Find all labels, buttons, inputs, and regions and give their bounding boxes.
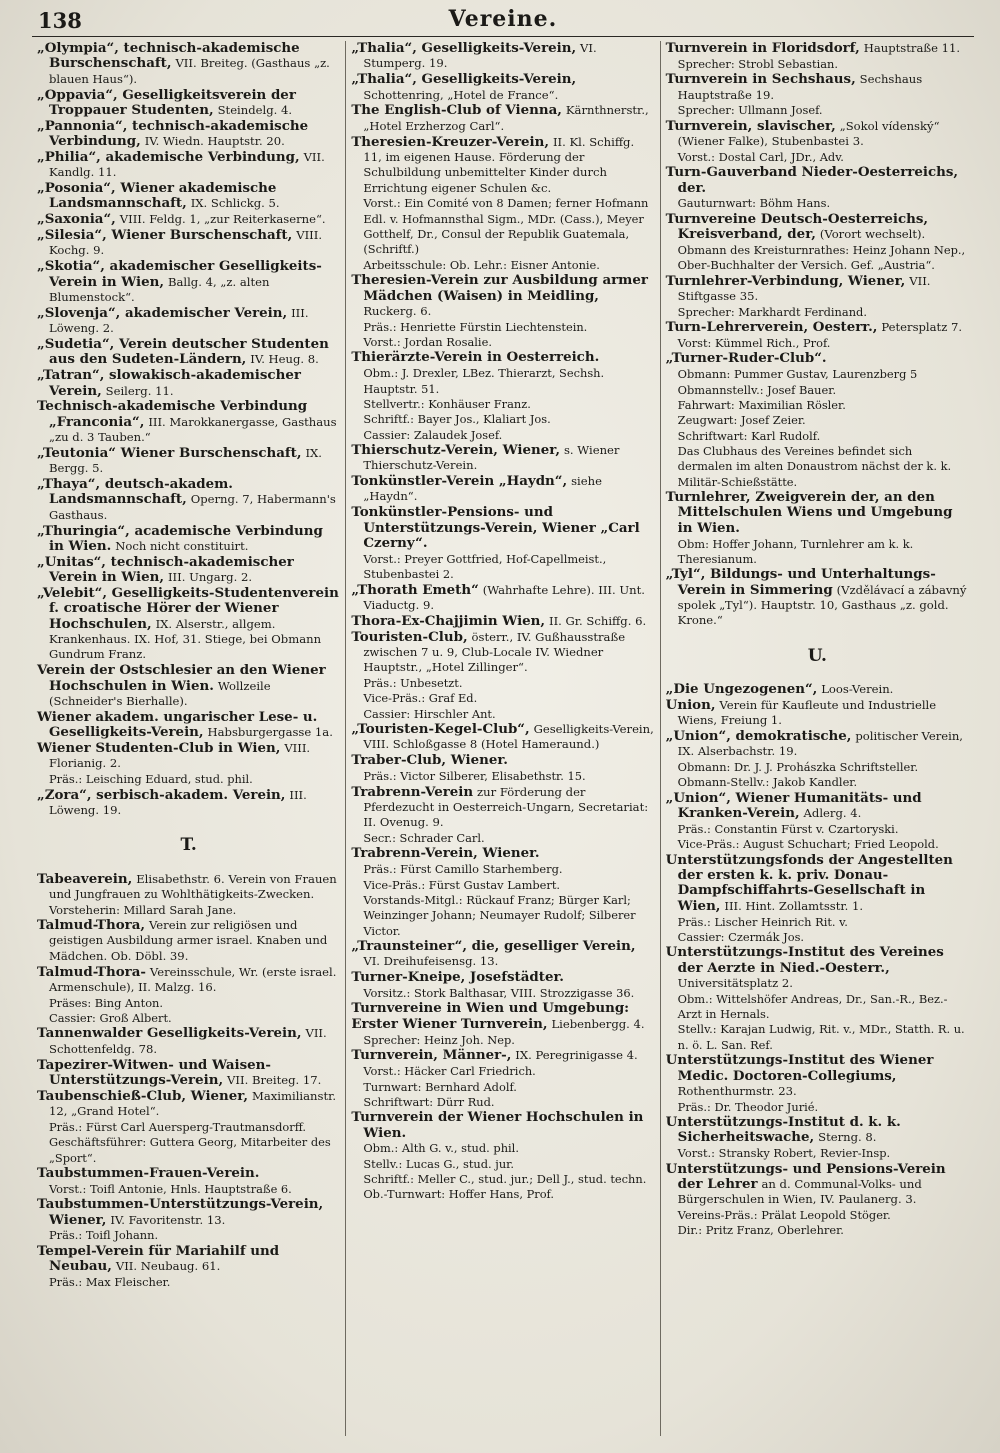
entry-name: Tabeaverein, [37,870,133,887]
directory-entry [37,1058,340,1089]
entry-detail: Secr.: Schrader Carl. [363,831,485,846]
entry-detail: Sprecher: Markhardt Ferdinand. [677,304,867,319]
entry-name: Turner-Kneipe, Josefstädter. [351,969,564,986]
directory-entry [37,150,340,181]
directory-entry [666,945,969,991]
entry-address: Elisabethstr. 6. Verein von Frauen und Jungfrauen zu Wohlthätigkeits-Zwecken. [49,871,337,901]
entry-detail: Stellv.: Lucas G., stud. jur. [363,1156,514,1171]
entry-name: Verein der Ostschlesier an den Wiener Hochschulen in Wien. [37,662,326,694]
directory-entry [351,1048,654,1063]
entry-address: IV. Favoritenstr. 13. [110,1212,226,1227]
entry-detail: Präs.: Unbesetzt. [363,676,463,691]
entry-address: IV. Wiedn. Hauptstr. 20. [144,134,285,149]
directory-entry [37,181,340,212]
entry-address: VII. Schottenfeldg. 78. [49,1026,327,1056]
entry-list [37,872,340,1291]
entry-name: „Silesia“, Wiener Burschenschaft, [37,227,293,244]
entry-name: Thierärzte-Verein in Oesterreich. [351,349,600,366]
entry-detail: Stellvertr.: Konhäuser Franz. [363,396,531,411]
directory-entry [666,119,969,150]
directory-entry [37,741,340,772]
entry-detail: Präses: Bing Anton. [49,995,164,1010]
entry-address: Habsburgergasse 1a. [207,725,333,740]
entry-name: Theresien-Kreuzer-Verein, [351,133,550,150]
entry-name: Turnverein, slavischer, [665,117,836,134]
entry-name: „Slovenja“, akademischer Verein, [37,304,288,321]
entry-detail: Turnwart: Bernhard Adolf. [363,1079,517,1094]
entry-name: „Thuringia“, academische Verbindung in Wien. [37,522,323,554]
entry-detail: Präs.: Lischer Heinrich Rit. v. [677,914,848,929]
entry-name: Trabrenn-Verein [351,783,474,800]
entry-name: Turnverein in Floridsdorf, [665,41,860,56]
directory-entry [37,1197,340,1228]
column-middle [345,41,659,1436]
directory-entry [666,567,969,628]
entry-name: Taubstummen-Frauen-Verein. [37,1165,260,1182]
entry-name: „Tyl“, Bildungs- und Unterhaltungs-Verein in Simmering [665,566,936,598]
entry-detail: Präs.: Toifl Johann. [49,1228,159,1243]
entry-detail: Vice-Präs.: August Schuchart; Fried Leopold. [677,837,939,852]
entry-detail: Vorst.: Preyer Gottfried, Hof-Capellmeist., Stubenbastei 2. [363,551,607,582]
entry-address: siehe „Haydn“. [363,474,602,504]
directory-entry [351,41,654,72]
entry-address: Verein zur religiösen und geistigen Ausbildung armer israel. Knaben und Mädchen. Ob. Döbl. 39. [49,918,328,963]
entry-detail: Vice-Präs.: Graf Ed. [363,691,478,706]
entry-name: Taubstummen-Unterstützungs-Verein, Wiener, [37,1196,324,1228]
entry-detail: Sprecher: Heinz Joh. Nep. [363,1033,515,1047]
directory-entry [351,630,654,676]
entry-name: „Traunsteiner“, die, geselliger Verein, [351,937,636,954]
directory-entry [666,351,969,366]
entry-detail: Cassier: Zalaudek Josef. [363,427,503,442]
entry-name: „Velebit“, Geselligkeits-Studentenverein f. croatische Hörer der Wiener Hochschulen, [37,585,339,632]
entry-name: Turn-Gauverband Nieder-Oesterreichs, der. [665,164,959,196]
directory-entry [37,446,340,477]
entry-detail: Vorst.: Stransky Robert, Revier-Insp. [677,1146,891,1161]
column-right [660,41,974,1436]
entry-address: (Vorort wechselt). [819,227,926,242]
entry-address: Hauptstraße 11. [863,41,961,55]
entry-name: „Saxonia“, [37,211,116,228]
entry-name: Touristen-Club, [351,628,468,645]
directory-entry [666,1162,969,1208]
entry-name: Turnverein der Wiener Hochschulen in Wien. [351,1109,644,1141]
entry-address: Vereinsschule, Wr. (erste israel. Armenschule), II. Malzg. 16. [49,964,337,994]
entry-detail: Schriftf.: Meller C., stud. jur.; Dell J., stud. techn. [363,1172,647,1187]
entry-detail: Obm.: Wittelshöfer Andreas, Dr., San.-R., Bez.-Arzt in Hernals. [677,991,948,1022]
entry-name: „Olympia“, technisch-akademische Burschenschaft, [37,41,300,72]
running-head: Vereine. [448,6,558,32]
entry-address: VII. Breiteg. (Gasthaus „z. blauen Haus“). [49,56,330,86]
entry-detail: Cassier: Czermák Jos. [677,929,805,944]
entry-name: Technisch-akademische Verbindung „Franconia“, [37,398,308,430]
entry-detail: Schriftwart: Dürr Rud. [363,1094,495,1109]
directory-entry [666,320,969,335]
entry-detail: Vice-Präs.: Fürst Gustav Lambert. [363,877,561,892]
directory-entry [666,274,969,305]
entry-name: „Teutonia“ Wiener Burschenschaft, [37,444,302,461]
directory-entry [37,1026,340,1057]
entry-address: Ballg. 4, „z. alten Blumenstock“. [49,274,270,304]
entry-name: „Oppavia“, Geselligkeitsverein der Troppauer Studenten, [37,86,296,118]
section-letter-t: T. [180,835,197,856]
entry-list [666,41,969,629]
directory-entry [37,41,340,87]
entry-detail: Vorst.: Ein Comité von 8 Damen; ferner Hofmann Edl. v. Hofmannsthal Sigm., MDr. (Cass.), Meyer Gotthelf, Dr., Consul der Republik Guatemala, (Schriftf.) [363,196,649,257]
entry-address: Schottenring, „Hotel de France“. [363,87,559,102]
entry-name: „Philia“, akademische Verbindung, [37,148,300,165]
entry-detail: Vorst.: Jordan Rosalie. [363,335,492,350]
entry-name: „Thorath Emeth“ [351,581,479,598]
entry-name: „Sudetia“, Verein deutscher Studenten aus den Sudeten-Ländern, [37,336,329,368]
entry-address: Ruckerg. 6. [363,303,432,318]
entry-address: Rothenthurmstr. 23. [677,1083,797,1098]
directory-entry [351,1017,654,1032]
entry-name: „Thalia“, Geselligkeits-Verein, [351,41,577,56]
entry-name: „Posonia“, Wiener akademische Landsmannschaft, [37,180,277,212]
directory-entry [351,722,654,753]
entry-name: Turn-Lehrerverein, Oesterr., [665,319,878,336]
entry-name: Talmud-Thora- [37,963,146,980]
entry-name: Talmud-Thora, [37,917,146,934]
directory-entry [351,970,654,985]
entry-address: an d. Communal-Volks- und Bürgerschulen in Wien, IV. Paulanerg. 3. [677,1176,922,1207]
entry-list [37,41,340,818]
page-header [32,6,974,37]
entry-detail: Obm.: Alth G. v., stud. phil. [363,1141,519,1156]
directory-entry [351,614,654,629]
entry-name: „Skotia“, akademischer Geselligkeits-Verein in Wien, [37,258,322,290]
entry-detail: Obmann-Stellv.: Jakob Kandler. [677,775,858,790]
entry-detail: Schriftwart: Karl Rudolf. [677,428,821,443]
directory-entry [351,350,654,365]
entry-detail: Obmann: Dr. J. J. Prohászka Schriftsteller. [677,760,919,775]
entry-list [666,682,969,1239]
entry-name: „Thaya“, deutsch-akadem. Landsmannschaft, [37,476,233,508]
directory-entry [351,474,654,505]
entry-name: Tannenwalder Geselligkeits-Verein, [37,1025,302,1042]
entry-detail: Sprecher: Ullmann Josef. [677,103,823,118]
entry-address: s. Wiener Thierschutz-Verein. [363,442,620,473]
entry-name: Tapezirer-Witwen- und Waisen-Unterstützungs-Verein, [37,1056,271,1088]
entry-name: Taubenschieß-Club, Wiener, [37,1087,249,1104]
entry-detail: Präs.: Max Fleischer. [49,1274,171,1289]
directory-entry [666,853,969,914]
entry-detail: Dir.: Pritz Franz, Oberlehrer. [677,1223,844,1238]
section-letter-u: U. [807,645,827,666]
directory-entry [351,1001,654,1016]
entry-address: II. Gr. Schiffg. 6. [549,613,647,628]
entry-detail: Gauturnwart: Böhm Hans. [677,196,831,211]
entry-address: Petersplatz 7. [881,320,963,335]
entry-address: IV. Heug. 8. [250,352,319,367]
directory-entry [37,212,340,227]
entry-name: „Touristen-Kegel-Club“, [351,721,530,738]
entry-name: Unterstützungsfonds der Angestellten der ersten k. k. priv. Donau-Dampfschiffahrts-Gesellschaft in Wien, [665,851,953,914]
entry-address: III. Löweng. 2. [49,305,309,336]
entry-detail: Obm.: J. Drexler, LBez. Thierarzt, Sechsh. Hauptstr. 51. [363,366,605,396]
entry-address: VII. Kandlg. 11. [49,149,325,180]
entry-name: Unterstützungs-Institut des Vereines der Aerzte in Nied.-Oesterr., [665,944,944,976]
directory-entry [666,1053,969,1099]
entry-name: Thierschutz-Verein, Wiener, [351,441,561,458]
entry-address: Loos-Verein. [821,681,894,696]
entry-detail: Präs.: Henriette Fürstin Liechtenstein. [363,319,588,334]
directory-entry [666,165,969,196]
entry-address: VII. Stiftgasse 35. [677,273,931,303]
entry-detail: Vorsteherin: Millard Sarah Jane. [49,902,237,917]
entry-detail: Obmann des Kreisturnrathes: Heinz Johann Nep., Ober-Buchhalter der Versich. Gef. „Austria“. [677,242,966,273]
entry-name: Thora-Ex-Chajjimin Wien, [351,612,546,629]
entry-name: Theresien-Verein zur Ausbildung armer Mädchen (Waisen) in Meidling, [351,272,648,304]
entry-address: II. Kl. Schiffg. 11, im eigenen Hause. Förderung der Schulbildung unbemittelter Kinder durch Errichtung eigener Schulen &c. [363,134,635,195]
directory-entry [37,399,340,445]
entry-detail: Cassier: Hirschler Ant. [363,706,496,721]
directory-entry [37,555,340,586]
entry-detail: Das Clubhaus des Vereines befindet sich dermalen im alten Donaustrom nächst der k. k. Militär-Schießstätte. [677,443,952,489]
entry-address: Geselligkeits-Verein, VIII. Schloßgasse 8 (Hotel Hameraund.) [363,722,654,752]
entry-detail: Sprecher: Strobl Sebastian. [677,56,838,71]
directory-entry [37,965,340,996]
directory-entry [351,103,654,134]
entry-address: Operng. 7, Habermann's Gasthaus. [49,492,336,522]
directory-entry [37,119,340,150]
entry-address: Liebenbergg. 4. [551,1017,645,1032]
directory-entry [37,306,340,337]
entry-address: VI. Stumperg. 19. [363,41,597,71]
directory-entry [666,682,969,697]
page-number: 138 [38,8,82,33]
entry-detail: Präs.: Constantin Fürst v. Czartoryski. [677,822,899,836]
entry-name: Tempel-Verein für Mariahilf und Neubau, [37,1242,280,1275]
entry-name: Unterstützungs-Institut des Wiener Medic. Doctoren-Collegiums, [665,1052,934,1084]
entry-name: Turnvereine in Wien und Umgebung: [351,1000,630,1017]
directory-entry [37,259,340,305]
entry-detail: Präs.: Leisching Eduard, stud. phil. [49,772,253,787]
entry-detail: Ob.-Turnwart: Hoffer Hans, Prof. [363,1187,554,1202]
entry-detail: Obmannstellv.: Josef Bauer. [677,382,837,397]
entry-detail: Präs.: Fürst Carl Auersperg-Trautmansdorff. [49,1120,306,1135]
columns [32,41,974,1436]
entry-name: The English-Club of Vienna, [351,102,562,119]
entry-name: Trabrenn-Verein, Wiener. [351,845,540,862]
entry-name: Turnvereine Deutsch-Oesterreichs, Kreisverband, der, [665,210,929,243]
entry-detail: Vorst.: Häcker Carl Friedrich. [363,1064,536,1079]
entry-address: Kärnthnerstr., „Hotel Erzherzog Carl“. [363,103,649,133]
directory-entry [37,368,340,399]
directory-entry [351,1110,654,1141]
directory-entry [351,273,654,319]
entry-address: Wollzeile (Schneider's Bierhalle). [49,678,271,708]
entry-name: Tonkünstler-Verein „Haydn“, [351,473,568,490]
entry-address: III. Ungarg. 2. [167,570,253,585]
entry-address: (Wahrhafte Lehre). III. Unt. Viaductg. 9. [363,582,645,612]
entry-name: Turnverein, Männer-, [351,1047,512,1064]
directory-entry [37,337,340,368]
directory-entry [351,785,654,831]
entry-name: „Die Ungezogenen“, [665,680,818,697]
entry-address: Seilerg. 11. [105,383,174,398]
entry-address: IX. Alserstr., allgem. Krankenhaus. IX. Hof, 31. Stiege, bei Obmann Gundrum Franz. [49,616,322,662]
directory-entry [351,753,654,768]
directory-entry [666,791,969,822]
entry-detail: Stellv.: Karajan Ludwig, Rit. v., MDr., Statth. R. u. n. ö. L. San. Ref. [677,1022,965,1052]
directory-entry [351,443,654,474]
entry-address: IX. Bergg. 5. [49,445,322,476]
directory-entry [351,846,654,861]
entry-name: „Unitas“, technisch-akademischer Verein in Wien, [37,553,294,586]
entry-detail: Präs.: Fürst Camillo Starhemberg. [363,862,563,877]
entry-address: zur Förderung der Pferdezucht in Oesterreich-Ungarn, Secretariat: II. Ovenug. 9. [363,784,649,830]
entry-address: III. Hint. Zollamtsstr. 1. [724,898,864,913]
column-left [32,41,345,1436]
entry-name: Traber-Club, Wiener. [351,752,508,769]
directory-entry [37,663,340,709]
entry-detail: Vereins-Präs.: Prälat Leopold Stöger. [677,1208,891,1223]
entry-detail: Arbeitsschule: Ob. Lehr.: Eisner Antonie. [363,257,600,272]
entry-address: Maximilianstr. 12, „Grand Hotel“. [49,1088,337,1119]
entry-address: Steindelg. 4. [217,102,293,117]
directory-entry [351,72,654,103]
entry-address: IX. Schlickg. 5. [190,196,280,211]
entry-name: „Union“, demokratische, [665,727,852,744]
entry-detail: Präs.: Victor Silberer, Elisabethstr. 15. [363,769,586,784]
directory-entry [37,88,340,119]
entry-detail: Vorst.: Toifl Antonie, Hnls. Hauptstraße 6. [49,1181,292,1196]
entry-name: „Thalia“, Geselligkeits-Verein, [351,71,577,88]
entry-name: Unterstützungs-Institut d. k. k. Sicherheitswache, [665,1114,901,1146]
entry-detail: Schriftf.: Bayer Jos., Klaliart Jos. [363,412,551,427]
directory-entry [37,788,340,819]
entry-detail: Cassier: Groß Albert. [49,1011,172,1026]
entry-address: VIII. Feldg. 1, „zur Reiterkaserne“. [119,212,326,227]
directory-entry [666,72,969,103]
entry-list [351,41,654,1203]
entry-detail: Obm: Hoffer Johann, Turnlehrer am k. k. Theresianum. [677,536,914,566]
entry-address: Universitätsplatz 2. [677,975,793,990]
directory-entry [37,710,340,741]
directory-entry [666,212,969,243]
entry-address: Verein für Kaufleute und Industrielle Wiens, Freiung 1. [677,697,937,728]
entry-detail: Obmann: Pummer Gustav, Laurenzberg 5 [677,367,918,382]
entry-name: Union, [665,696,716,713]
directory-entry [37,872,340,903]
directory-entry [666,698,969,729]
entry-detail: Geschäftsführer: Guttera Georg, Mitarbeiter des „Sport“. [49,1135,331,1165]
entry-name: „Pannonia“, technisch-akademische Verbindung, [37,117,309,150]
directory-entry [666,729,969,760]
entry-address: politischer Verein, IX. Alserbachstr. 19. [677,728,963,759]
entry-detail: Vorst: Kümmel Rich., Prof. [677,336,831,351]
entry-name: Tonkünstler-Pensions- und Unterstützungs-Verein, Wiener „Carl Czerny“. [351,504,640,551]
entry-name: „Zora“, serbisch-akadem. Verein, [37,786,286,803]
entry-address: „Sokol vídenský“ (Wiener Falke), Stubenbastei 3. [677,118,940,149]
directory-entry [37,1244,340,1275]
directory-entry [37,586,340,663]
entry-name: Wiener Studenten-Club in Wien, [37,739,281,756]
directory-entry [666,1115,969,1146]
entry-address: VII. Neubaug. 61. [115,1259,221,1274]
entry-name: Turnverein in Sechshaus, [665,71,856,88]
directory-entry [37,524,340,555]
directory-entry [351,135,654,196]
entry-address: österr., IV. Gußhausstraße zwischen 7 u. 9, Club-Locale IV. Wiedner Hauptstr., „Hotel Zillinger“. [363,629,626,675]
entry-name: Turnlehrer-Verbindung, Wiener, [665,272,906,289]
entry-address: Sterng. 8. [818,1130,877,1145]
entry-address: III. Löweng. 19. [49,787,307,817]
entry-detail: Fahrwart: Maximilian Rösler. [677,397,846,412]
entry-address: VIII. Florianig. 2. [49,740,311,771]
directory-entry [37,477,340,523]
entry-name: „Union“, Wiener Humanitäts- und Kranken-Verein, [665,789,922,822]
entry-name: Wiener akadem. ungarischer Lese- u. Geselligkeits-Verein, [37,708,318,741]
entry-detail: Vorstands-Mitgl.: Rückauf Franz; Bürger Karl; Weinzinger Johann; Neumayer Rudolf; Silberer Victor. [363,892,636,938]
entry-detail: Zeugwart: Josef Zeier. [677,413,806,428]
entry-address: VI. Dreihufeisensg. 13. [363,954,499,969]
directory-entry [351,583,654,614]
entry-name: Turnlehrer, Zweigverein der, an den Mittelschulen Wiens und Umgebung in Wien. [665,488,953,536]
entry-address: VII. Breiteg. 17. [227,1073,322,1087]
entry-address: III. Marokkanergasse, Gasthaus „zu d. 3 Tauben.“ [49,414,337,445]
directory-entry [37,228,340,259]
entry-name: Erster Wiener Turnverein, [351,1016,548,1033]
directory-entry [37,918,340,964]
entry-address: IX. Peregrinigasse 4. [515,1048,638,1063]
entry-name: Unterstützungs- und Pensions-Verein der Lehrer [665,1160,946,1192]
entry-address: Noch nicht constituirt. [115,539,249,553]
entry-address: Sechshaus Hauptstraße 19. [677,72,923,102]
entry-detail: Präs.: Dr. Theodor Jurié. [677,1099,819,1114]
directory-entry [37,1166,340,1181]
directory-entry [37,1089,340,1120]
entry-name: „Turner-Ruder-Club“. [665,350,827,367]
entry-address: VIII. Kochg. 9. [49,228,323,258]
directory-entry [351,939,654,970]
entry-address: (Vzdělávací a zábavný spolek „Tyl“). Hauptstr. 10, Gasthaus „z. gold. Krone.“ [677,582,967,628]
entry-name: „Tatran“, slowakisch-akademischer Verein, [37,367,301,399]
directory-entry [666,41,969,56]
entry-detail: Vorst.: Dostal Carl, JDr., Adv. [677,149,844,164]
directory-entry [351,505,654,551]
entry-address: Adlerg. 4. [803,806,862,821]
directory-entry [666,490,969,536]
entry-detail: Vorsitz.: Stork Balthasar, VIII. Strozzigasse 36. [363,985,635,1000]
